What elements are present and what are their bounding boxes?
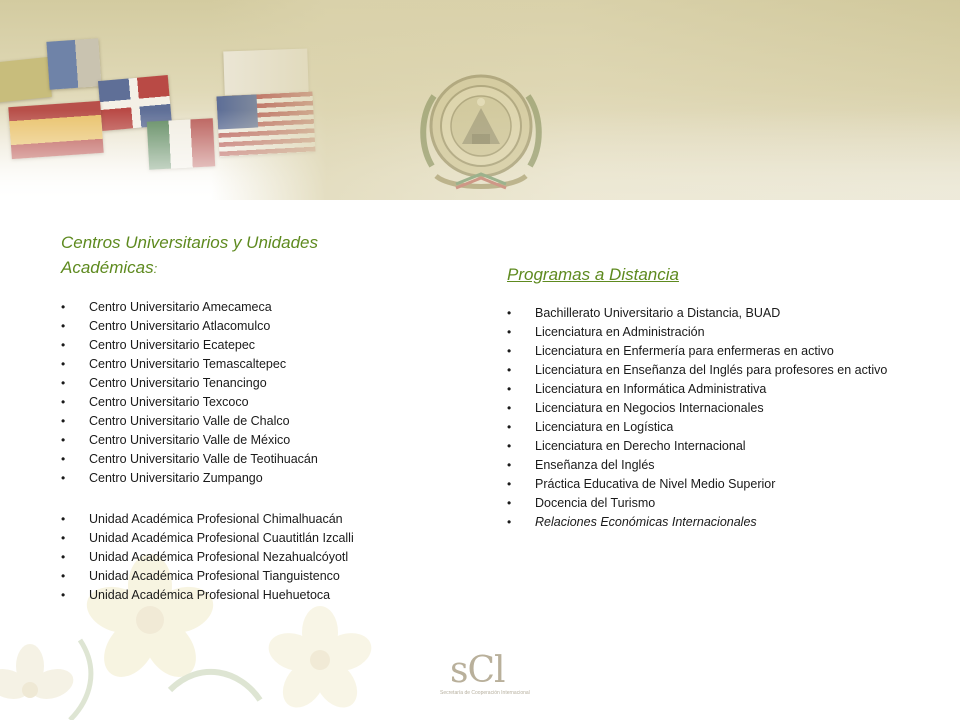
list-item-text: Centro Universitario Valle de Chalco [89,414,290,428]
list-item-text: Licenciatura en Enseñanza del Inglés para profesores en activo [535,363,888,377]
university-seal-icon [412,56,550,196]
bullet-icon: • [507,363,512,377]
list-item-text: Unidad Académica Profesional Tianguistenco [89,569,340,583]
list-item-text: Centro Universitario Zumpango [89,471,263,485]
list-item-text: Licenciatura en Enfermería para enfermeras en activo [535,344,834,358]
list-item [507,437,907,456]
scl-logo-text: sCl [450,650,505,691]
bullet-icon: • [61,433,66,447]
bullet-icon: • [61,395,66,409]
list-item-text: Centro Universitario Valle de México [89,433,291,447]
list-item-text: Unidad Académica Profesional Cuautitlán Izcalli [89,531,354,545]
programas-heading: Programas a Distancia [507,265,679,284]
bullet-icon: • [507,420,512,434]
list-item-text: Bachillerato Universitario a Distancia, BUAD [535,306,781,320]
bullet-icon: • [507,458,512,472]
list-item-text: Licenciatura en Informática Administrativa [535,382,767,396]
list-item [61,469,441,488]
bullet-icon: • [61,531,66,545]
list-item [507,323,907,342]
bullet-icon: • [61,300,66,314]
list-item [507,304,907,323]
list-item [507,475,907,494]
list-item [61,431,441,450]
list-item-text: Unidad Académica Profesional Huehuetoca [89,588,331,602]
list-item-text: Docencia del Turismo [535,496,656,510]
list-item [507,399,907,418]
list-item-text: Enseñanza del Inglés [535,458,655,472]
list-item-text: Licenciatura en Administración [535,325,705,339]
list-item-text: Centro Universitario Ecatepec [89,338,256,352]
programas-list [507,304,907,532]
bullet-icon: • [507,306,512,320]
bullet-icon: • [61,414,66,428]
bullet-icon: • [507,439,512,453]
list-item-text: Centro Universitario Amecameca [89,300,272,314]
bullet-icon: • [507,496,512,510]
list-item [61,510,441,529]
list-item [507,361,907,380]
bullet-icon: • [507,477,512,491]
list-item [507,494,907,513]
list-item-text: Centro Universitario Tenancingo [89,376,267,390]
list-item [61,548,441,567]
list-item [61,355,441,374]
list-item-text: Unidad Académica Profesional Nezahualcóyotl [89,550,349,564]
bullet-icon: • [61,588,66,602]
bullet-icon: • [61,550,66,564]
bullet-icon: • [507,515,512,529]
list-item-text: Centro Universitario Atlacomulco [89,319,271,333]
list-item [507,342,907,361]
centros-heading [61,230,381,281]
bullet-icon: • [61,512,66,526]
list-item-text: Centro Universitario Texcoco [89,395,249,409]
centros-heading-colon: : [153,261,158,276]
list-item [61,450,441,469]
header-banner [0,0,960,200]
list-item-text: Unidad Académica Profesional Chimalhuacán [89,512,343,526]
list-item [61,393,441,412]
list-item-text: Licenciatura en Negocios Internacionales [535,401,764,415]
list-item [61,567,441,586]
bullet-icon: • [61,338,66,352]
unidades-list [61,510,441,605]
list-item [61,529,441,548]
bullet-icon: • [507,344,512,358]
centros-list [61,298,441,488]
bullet-icon: • [507,382,512,396]
bullet-icon: • [61,357,66,371]
scl-logo-caption: Secretaría de Cooperación Internacional [440,690,530,696]
list-item-text: Licenciatura en Logística [535,420,674,434]
list-item [61,298,441,317]
centros-heading-text: Centros Universitarios y Unidades Académicas [61,233,318,277]
bullet-icon: • [61,319,66,333]
list-item-text: Práctica Educativa de Nivel Medio Superior [535,477,776,491]
bullet-icon: • [61,452,66,466]
list-item-text: Licenciatura en Derecho Internacional [535,439,746,453]
bullet-icon: • [61,471,66,485]
list-item-text: Centro Universitario Temascaltepec [89,357,287,371]
bullet-icon: • [61,376,66,390]
list-item [61,336,441,355]
list-item [61,412,441,431]
list-item [507,513,907,532]
list-item-text: Relaciones Económicas Internacionales [535,515,757,529]
list-item-text: Centro Universitario Valle de Teotihuacán [89,452,318,466]
scl-logo [438,650,538,700]
bullet-icon: • [61,569,66,583]
list-item [507,380,907,399]
list-item [507,456,907,475]
list-item [61,586,441,605]
bullet-icon: • [507,325,512,339]
list-item [61,317,441,336]
bullet-icon: • [507,401,512,415]
list-item [61,374,441,393]
list-item [507,418,907,437]
